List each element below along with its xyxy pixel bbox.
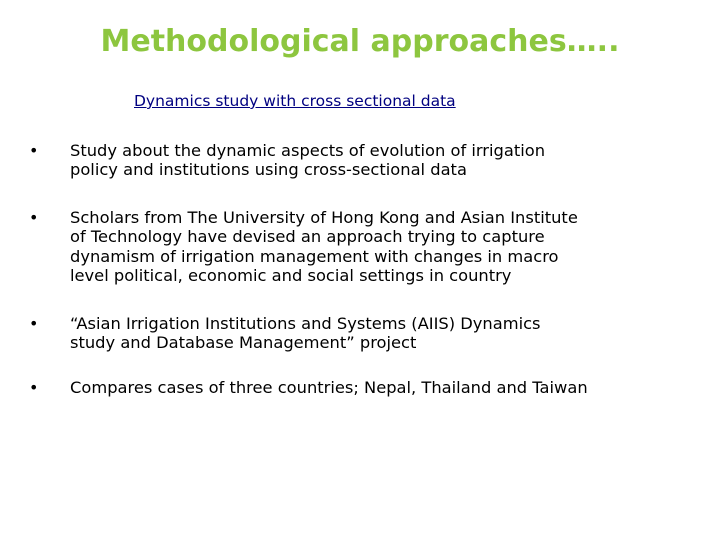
- bullet-text: “Asian Irrigation Institutions and Systems (AIIS) Dynamics study and Database Management” project: [70, 314, 541, 353]
- bullet-marker: •: [29, 378, 39, 397]
- bullet-text: Scholars from The University of Hong Kong and Asian Institute of Technology have devised an approach trying to capture dynamism of irrigation management with changes in macro level political, economic and social settings in country: [70, 208, 578, 285]
- bullet-marker: •: [29, 208, 39, 227]
- bullet-marker: •: [29, 141, 39, 160]
- bullet-text: Study about the dynamic aspects of evolution of irrigation policy and institutions using cross-sectional data: [70, 141, 546, 180]
- bullet-text: Compares cases of three countries; Nepal, Thailand and Taiwan: [70, 378, 588, 397]
- bullet-marker: •: [29, 314, 39, 333]
- slide-title: Methodological approaches…..: [100, 24, 620, 59]
- slide-subtitle: Dynamics study with cross sectional data: [134, 92, 456, 110]
